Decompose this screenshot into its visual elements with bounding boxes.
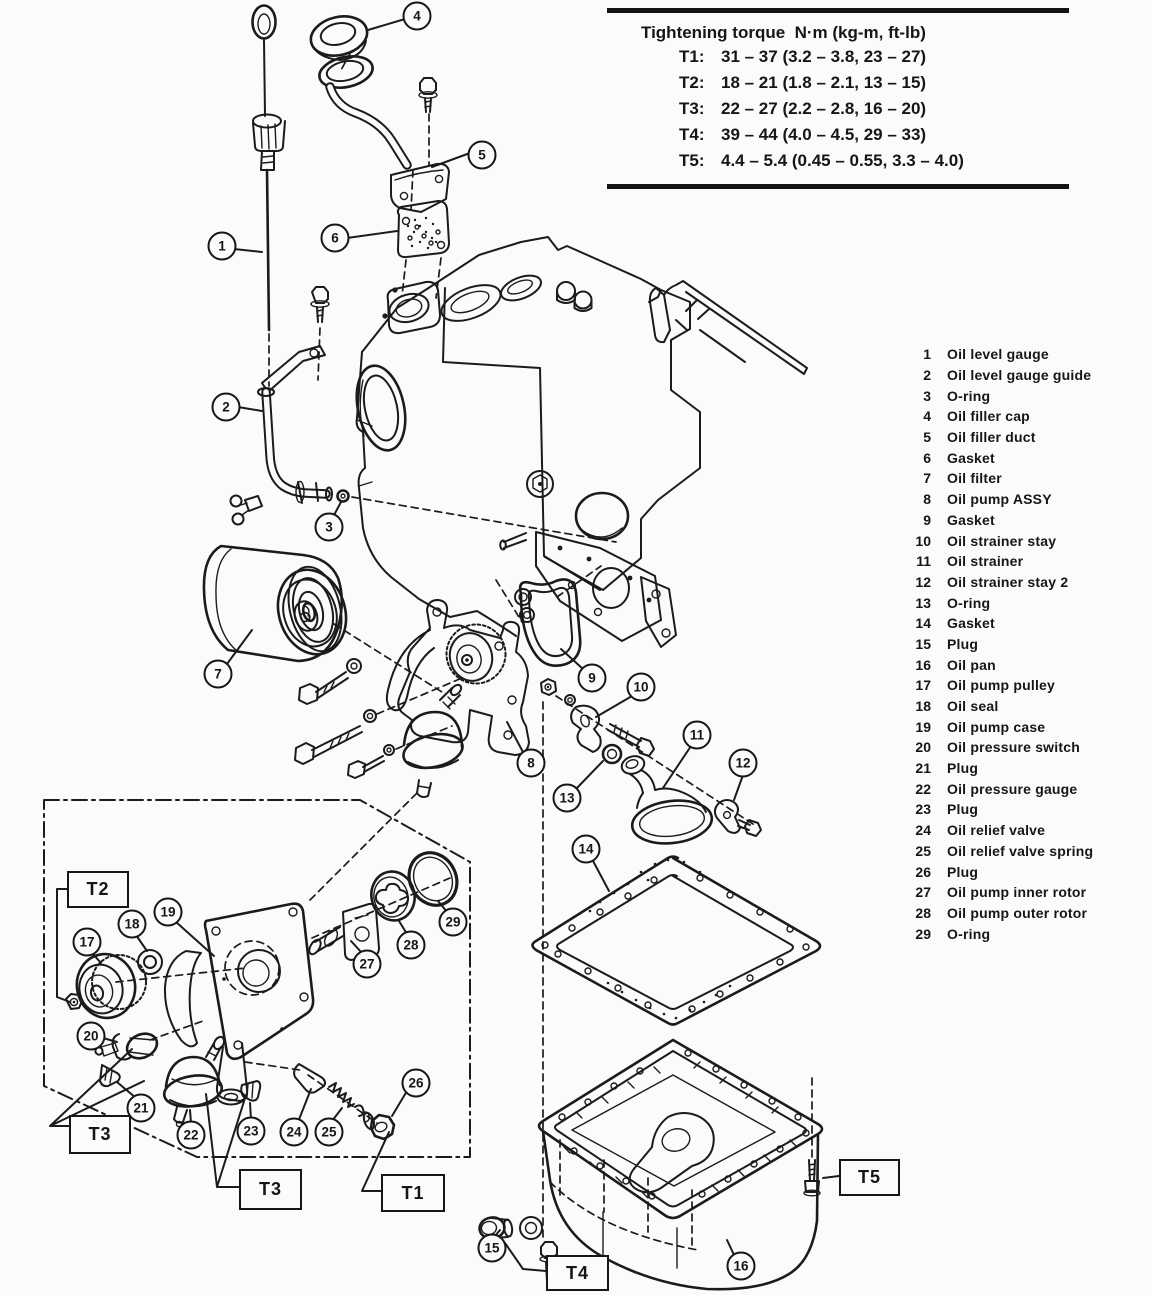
callout-19: 19 bbox=[154, 898, 183, 927]
parts-list-item bbox=[905, 675, 1093, 696]
oil-filler-cap-part bbox=[307, 11, 371, 61]
oil-pump-assy-part bbox=[268, 561, 529, 797]
callout-7: 7 bbox=[204, 660, 233, 689]
parts-list-item bbox=[905, 696, 1093, 717]
part-name: Oil filler cap bbox=[947, 408, 1030, 425]
part-name: Oil pan bbox=[947, 656, 996, 673]
part-number: 1 bbox=[923, 346, 931, 363]
parts-list-item bbox=[905, 654, 1093, 675]
part-name: Oil relief valve bbox=[947, 822, 1046, 839]
oil-pan-gasket-part bbox=[533, 857, 821, 1025]
parts-list-item bbox=[905, 344, 1093, 365]
parts-list-item bbox=[905, 861, 1093, 882]
part-number: 3 bbox=[923, 387, 931, 404]
torque-spec-label: T5: bbox=[679, 151, 705, 170]
part-name: O-ring bbox=[947, 387, 991, 404]
part-name: Plug bbox=[947, 760, 979, 777]
part-name: Oil relief valve spring bbox=[947, 842, 1094, 859]
parts-list-item bbox=[905, 572, 1093, 593]
torque-label-box-t1: T1 bbox=[381, 1174, 445, 1212]
part-number: 2 bbox=[923, 367, 931, 384]
part-name: Gasket bbox=[947, 449, 995, 466]
torque-spec-value: 22 – 27 (2.2 – 2.8, 16 – 20) bbox=[721, 99, 927, 118]
callout-9: 9 bbox=[578, 664, 607, 693]
callout-25: 25 bbox=[315, 1118, 344, 1147]
part-number: 26 bbox=[915, 863, 931, 880]
parts-list-item bbox=[905, 882, 1093, 903]
torque-spec-row bbox=[607, 122, 1069, 148]
callout-29: 29 bbox=[439, 908, 468, 937]
part-name: Plug bbox=[947, 863, 979, 880]
torque-spec-value: 31 – 37 (3.2 – 3.8, 23 – 27) bbox=[721, 47, 927, 66]
part-number: 5 bbox=[923, 429, 931, 446]
torque-spec-row bbox=[607, 148, 1069, 174]
parts-list-item bbox=[905, 406, 1093, 427]
torque-label-box-t3: T3 bbox=[239, 1169, 302, 1210]
callout-2: 2 bbox=[212, 393, 241, 422]
torque-table bbox=[607, 8, 1069, 189]
parts-list-item bbox=[905, 820, 1093, 841]
parts-list bbox=[905, 344, 1093, 944]
part-name: Oil strainer stay bbox=[947, 532, 1057, 549]
oil-pump-gasket-part bbox=[515, 579, 580, 665]
callout-21: 21 bbox=[127, 1094, 156, 1123]
parts-list-item bbox=[905, 510, 1093, 531]
part-number: 25 bbox=[915, 842, 931, 859]
parts-list-item bbox=[905, 447, 1093, 468]
parts-list-item bbox=[905, 737, 1093, 758]
torque-spec-row bbox=[607, 44, 1069, 70]
torque-spec-value: 4.4 – 5.4 (0.45 – 0.55, 3.3 – 4.0) bbox=[721, 151, 964, 170]
part-name: Gasket bbox=[947, 511, 995, 528]
part-number: 18 bbox=[915, 698, 931, 715]
part-number: 23 bbox=[915, 801, 931, 818]
parts-list-item bbox=[905, 427, 1093, 448]
part-name: Plug bbox=[947, 635, 979, 652]
callout-1: 1 bbox=[208, 232, 237, 261]
callout-18: 18 bbox=[118, 910, 147, 939]
parts-list-item bbox=[905, 365, 1093, 386]
callout-28: 28 bbox=[397, 931, 426, 960]
inset-boundary bbox=[44, 800, 470, 1157]
parts-list-item bbox=[905, 841, 1093, 862]
parts-list-item bbox=[905, 923, 1093, 944]
parts-list-item bbox=[905, 778, 1093, 799]
parts-list-item bbox=[905, 530, 1093, 551]
part-number: 24 bbox=[915, 822, 931, 839]
torque-spec-value: 39 – 44 (4.0 – 4.5, 29 – 33) bbox=[721, 125, 927, 144]
callout-4: 4 bbox=[403, 2, 432, 31]
part-number: 27 bbox=[915, 884, 931, 901]
callout-27: 27 bbox=[353, 950, 382, 979]
part-number: 21 bbox=[915, 760, 931, 777]
part-name: Oil filter bbox=[947, 470, 1002, 487]
part-number: 20 bbox=[915, 739, 931, 756]
parts-list-item bbox=[905, 551, 1093, 572]
part-number: 10 bbox=[915, 532, 931, 549]
torque-table-rows bbox=[607, 44, 1069, 174]
callout-10: 10 bbox=[627, 673, 656, 702]
parts-list-item bbox=[905, 799, 1093, 820]
callout-12: 12 bbox=[729, 749, 758, 778]
part-number: 8 bbox=[923, 491, 931, 508]
parts-list-item bbox=[905, 592, 1093, 613]
part-name: Oil strainer stay 2 bbox=[947, 573, 1069, 590]
callout-20: 20 bbox=[77, 1022, 106, 1051]
engine-block bbox=[350, 237, 807, 647]
part-name: Oil level gauge bbox=[947, 346, 1049, 363]
part-number: 13 bbox=[915, 594, 931, 611]
part-number: 22 bbox=[915, 780, 931, 797]
part-name: O-ring bbox=[947, 594, 991, 611]
torque-label-box-t2: T2 bbox=[67, 871, 129, 908]
part-name: O-ring bbox=[947, 925, 991, 942]
callout-5: 5 bbox=[468, 141, 497, 170]
part-number: 11 bbox=[916, 553, 931, 570]
torque-spec-label: T1: bbox=[679, 47, 705, 66]
part-number: 4 bbox=[923, 408, 931, 425]
part-name: Oil pump inner rotor bbox=[947, 884, 1087, 901]
part-name: Oil seal bbox=[947, 698, 999, 715]
part-name: Gasket bbox=[947, 615, 995, 632]
callout-22: 22 bbox=[177, 1121, 206, 1150]
torque-label-box-t3: T3 bbox=[69, 1115, 131, 1154]
oil-level-gauge-guide-part bbox=[231, 287, 349, 525]
callout-16: 16 bbox=[727, 1252, 756, 1281]
part-name: Oil pump ASSY bbox=[947, 491, 1052, 508]
part-name: Oil filler duct bbox=[947, 429, 1036, 446]
part-number: 15 bbox=[915, 635, 931, 652]
torque-spec-row bbox=[607, 96, 1069, 122]
parts-list-item bbox=[905, 385, 1093, 406]
part-name: Oil pump pulley bbox=[947, 677, 1056, 694]
part-number: 12 bbox=[915, 573, 931, 590]
part-name: Oil pump case bbox=[947, 718, 1046, 735]
part-name: Oil pressure gauge bbox=[947, 780, 1078, 797]
part-name: Plug bbox=[947, 801, 979, 818]
callout-24: 24 bbox=[280, 1118, 309, 1147]
torque-spec-label: T2: bbox=[679, 73, 705, 92]
callout-15: 15 bbox=[478, 1234, 507, 1263]
callout-11: 11 bbox=[683, 721, 712, 750]
part-number: 29 bbox=[915, 925, 931, 942]
oil-level-gauge-part bbox=[253, 6, 286, 331]
torque-spec-value: 18 – 21 (1.8 – 2.1, 13 – 15) bbox=[721, 73, 927, 92]
torque-spec-label: T3: bbox=[679, 99, 705, 118]
part-number: 19 bbox=[915, 718, 931, 735]
part-number: 28 bbox=[915, 904, 931, 921]
callout-23: 23 bbox=[237, 1117, 266, 1146]
parts-list-item bbox=[905, 716, 1093, 737]
torque-spec-label: T4: bbox=[679, 125, 705, 144]
callout-6: 6 bbox=[321, 224, 350, 253]
parts-list-item bbox=[905, 758, 1093, 779]
parts-list-item bbox=[905, 489, 1093, 510]
callout-13: 13 bbox=[553, 784, 582, 813]
callout-3: 3 bbox=[315, 513, 344, 542]
parts-list-item bbox=[905, 634, 1093, 655]
part-name: Oil level gauge guide bbox=[947, 367, 1092, 384]
part-name: Oil pump outer rotor bbox=[947, 904, 1088, 921]
part-number: 16 bbox=[915, 656, 931, 673]
torque-spec-row bbox=[607, 70, 1069, 96]
callout-17: 17 bbox=[73, 928, 102, 957]
parts-list-item bbox=[905, 468, 1093, 489]
callout-8: 8 bbox=[517, 749, 546, 778]
part-number: 6 bbox=[923, 449, 931, 466]
part-name: Oil strainer bbox=[947, 553, 1024, 570]
part-number: 14 bbox=[915, 615, 931, 632]
part-number: 9 bbox=[923, 511, 931, 528]
torque-label-box-t5: T5 bbox=[839, 1159, 900, 1196]
callout-14: 14 bbox=[572, 835, 601, 864]
part-number: 7 bbox=[923, 470, 931, 487]
parts-list-item bbox=[905, 613, 1093, 634]
oil-pan-part bbox=[539, 1040, 822, 1289]
callout-26: 26 bbox=[402, 1069, 431, 1098]
part-number: 17 bbox=[915, 677, 931, 694]
parts-list-item bbox=[905, 903, 1093, 924]
torque-label-box-t4: T4 bbox=[546, 1255, 609, 1291]
part-name: Oil pressure switch bbox=[947, 739, 1080, 756]
torque-table-title: Tightening torque N·m (kg-m, ft-lb) bbox=[641, 23, 926, 42]
